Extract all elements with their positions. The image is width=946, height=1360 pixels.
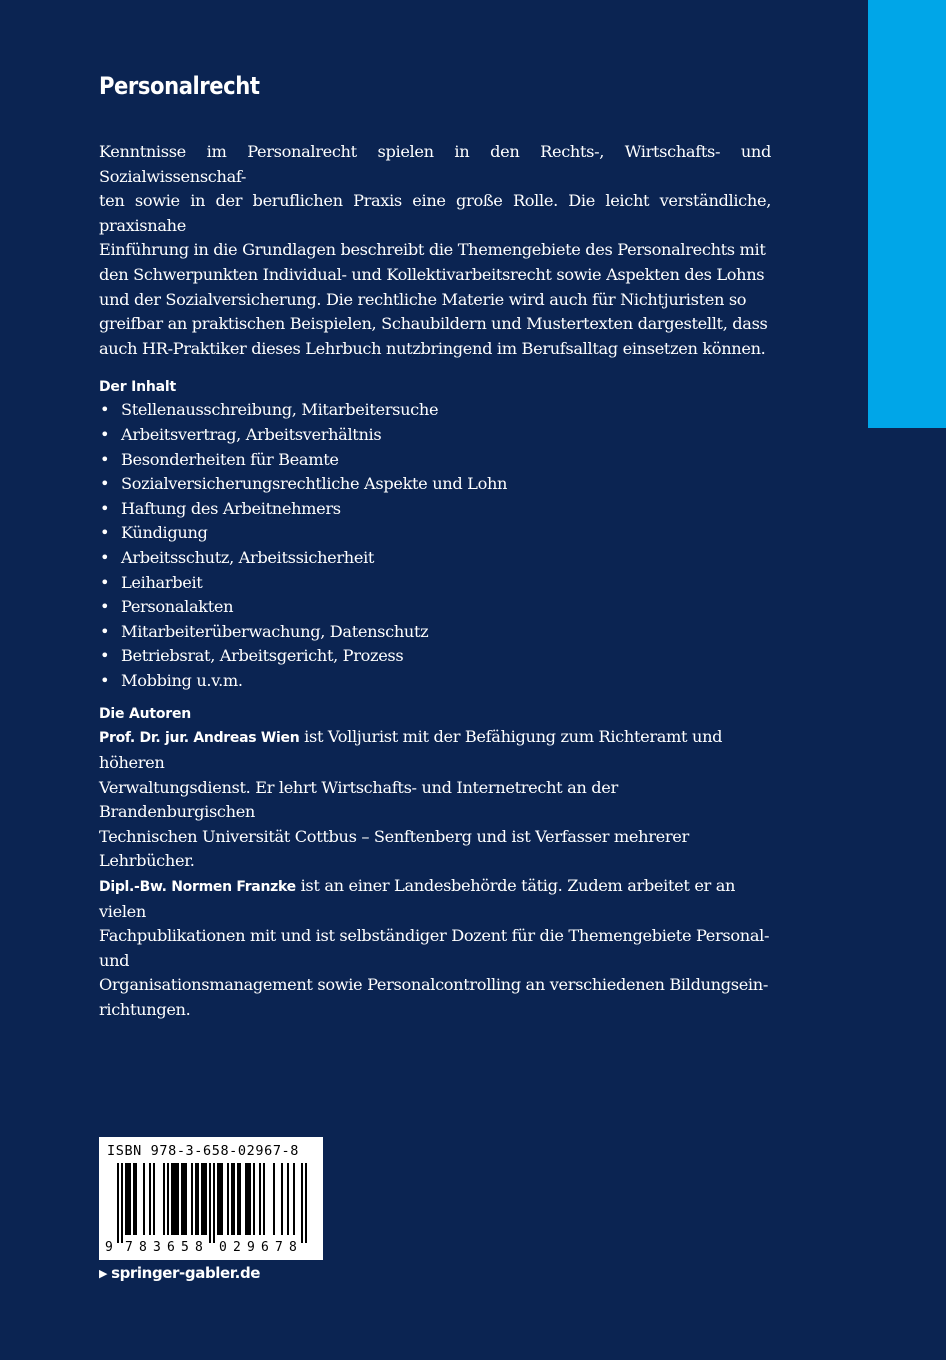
author-name: Dipl.-Bw. Normen Franzke [99,879,296,896]
barcode-bar [149,1163,151,1235]
author-bio-line: Technischen Universität Cottbus – Senftenberg und ist Verfasser mehrerer Lehrbücher. [99,826,689,871]
author-bio-line: Verwaltungsdienst. Er lehrt Wirtschafts- und Internetrecht an der Brandenburgischen [99,777,618,822]
barcode-digit: 8 [195,1240,203,1255]
barcode-bar [249,1163,251,1235]
barcode-bar [293,1163,295,1235]
barcode-bar [153,1163,155,1235]
authors-heading: Die Autoren [99,706,192,723]
barcode-bar [185,1163,187,1235]
barcode-bar [253,1163,255,1235]
barcode-bar [263,1163,265,1235]
list-item [99,521,771,546]
barcode-bar [247,1163,249,1235]
list-item-label: Sozialversicherungsrechtliche Aspekte und Lohn [121,474,508,494]
barcode-digit: 8 [139,1240,147,1255]
book-description [99,140,771,361]
barcode-bar [143,1163,145,1235]
barcode-bar [121,1163,123,1243]
description-line: den Schwerpunkten Individual- und Kollektivarbeitsrecht sowie Aspekten des Lohns [99,264,765,284]
list-item-label: Arbeitsschutz, Arbeitssicherheit [121,547,375,567]
bullet-icon: • [100,424,110,444]
barcode-digit: 7 [275,1240,283,1255]
barcode-bar [233,1163,235,1235]
bullet-icon: • [100,572,110,592]
author-bio-line: Organisationsmanagement sowie Personalcontrolling an verschiedenen Bildungsein- [99,975,768,995]
barcode-bar [259,1163,261,1235]
bullet-icon: • [100,523,110,543]
barcode-bar [231,1163,233,1235]
list-item-label: Leiharbeit [121,572,203,592]
barcode-bar [281,1163,283,1235]
bullet-icon: • [100,474,110,494]
list-item [99,644,771,669]
barcode-bar [195,1163,197,1235]
barcode-bar [205,1163,207,1235]
list-item [99,620,771,645]
description-line: und der Sozialversicherung. Die rechtliche Materie wird auch für Nichtjuristen so [99,289,747,309]
barcode-bar [173,1163,175,1235]
bullet-icon: • [100,400,110,420]
barcode-digit: 6 [167,1240,175,1255]
list-item-label: Stellenausschreibung, Mitarbeitersuche [121,400,439,420]
bullet-icon: • [100,646,110,666]
publisher-url: springer-gabler.de [111,1264,261,1282]
description-line: auch HR-Praktiker dieses Lehrbuch nutzbringend im Berufsalltag einsetzen können. [99,338,766,358]
barcode-bar [163,1163,165,1235]
author-bio-line [99,725,771,775]
barcode-digit: 7 [125,1240,133,1255]
list-item [99,497,771,522]
barcode-digit: 3 [153,1240,161,1255]
description-line: Einführung in die Grundlagen beschreibt die Themengebiete des Personalrechts mit [99,240,766,260]
author-bio-line: Fachpublikationen mit und ist selbständiger Dozent für die Themengebiete Personal- und [99,926,770,970]
contents-heading: Der Inhalt [99,379,176,396]
barcode-bar [217,1163,219,1235]
authors-bio [99,725,771,1022]
barcode-bar [219,1163,221,1235]
list-item-label: Kündigung [121,523,208,543]
barcode-bar [201,1163,203,1235]
list-item [99,448,771,473]
list-item [99,571,771,596]
list-item-label: Arbeitsvertrag, Arbeitsverhältnis [121,424,382,444]
publisher-link[interactable] [99,1264,260,1282]
barcode-bar [203,1163,205,1235]
barcode-bar [301,1163,303,1243]
list-item [99,398,771,423]
barcode-digit: 6 [261,1240,269,1255]
barcode-bar [305,1163,307,1243]
barcode-bar [221,1163,223,1235]
list-item [99,472,771,497]
barcode-bar [227,1163,229,1235]
description-line: greifbar an praktischen Beispielen, Schaubildern und Mustertexten dargestellt, dass [99,314,768,334]
author-bio-text: ist an einer Landesbehörde tätig. Zudem arbeitet er an vielen [99,876,736,921]
arrow-right-icon: ▶ [99,1267,108,1280]
barcode-bar [133,1163,135,1235]
isbn-label: ISBN 978-3-658-02967-8 [107,1143,300,1159]
author-name: Prof. Dr. jur. Andreas Wien [99,730,300,747]
list-item [99,423,771,448]
description-line: ten sowie in der beruflichen Praxis eine große Rolle. Die leicht verständliche, praxisnahe [99,191,771,235]
list-item-label: Mitarbeiterüberwachung, Datenschutz [121,621,429,641]
contents-list [99,398,771,693]
barcode-bar [287,1163,289,1235]
isbn-barcode [99,1137,323,1260]
list-item [99,546,771,571]
barcode-bar [117,1163,119,1243]
barcode-bar [245,1163,247,1235]
back-cover-content [99,72,771,1023]
barcode-bar [209,1163,211,1243]
barcode-bar [167,1163,169,1235]
barcode-bar [129,1163,131,1235]
author-bio-line [99,874,771,924]
barcode-bar [239,1163,241,1235]
barcode-bar [135,1163,137,1235]
list-item [99,669,771,694]
barcode-digit: 2 [233,1240,241,1255]
barcode-bar [213,1163,215,1243]
barcode-bar [237,1163,239,1235]
barcode-bar [127,1163,129,1235]
barcode-bar [183,1163,185,1235]
barcode-digit: 0 [219,1240,227,1255]
author-bio-text: ist Volljurist mit der Befähigung zum Richteramt und höheren [99,727,723,773]
author-bio-line: richtungen. [99,1000,191,1019]
barcode-bar [197,1163,199,1235]
bullet-icon: • [100,670,110,690]
list-item-label: Haftung des Arbeitnehmers [121,498,341,518]
bullet-icon: • [100,547,110,567]
barcode-bars [99,1163,323,1243]
bullet-icon: • [100,621,110,641]
barcode-digit: 9 [247,1240,255,1255]
barcode-digit: 8 [289,1240,297,1255]
list-item-label: Mobbing u.v.m. [121,670,243,690]
barcode-digit: 5 [181,1240,189,1255]
barcode-bar [171,1163,173,1235]
barcode-bar [177,1163,179,1235]
list-item-label: Betriebsrat, Arbeitsgericht, Prozess [121,646,404,666]
description-line: Kenntnisse im Personalrecht spielen in den Rechts-, Wirtschafts- und Sozialwissenschaf- [99,142,771,186]
barcode-bar [181,1163,183,1235]
barcode-bar [175,1163,177,1235]
barcode-digit: 9 [105,1240,113,1255]
bullet-icon: • [100,449,110,469]
barcode-bar [191,1163,193,1235]
barcode-bar [273,1163,275,1235]
bullet-icon: • [100,597,110,617]
barcode-bar [125,1163,127,1235]
list-item-label: Besonderheiten für Beamte [121,449,339,469]
list-item-label: Personalakten [121,597,234,617]
book-title: Personalrecht [99,72,260,100]
bullet-icon: • [100,498,110,518]
list-item [99,595,771,620]
accent-color-bar [868,0,946,428]
